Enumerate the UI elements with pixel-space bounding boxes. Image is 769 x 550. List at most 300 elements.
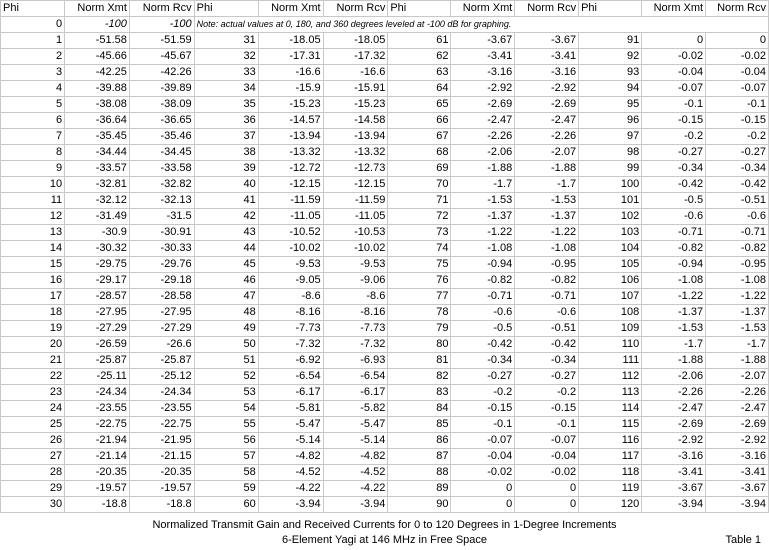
header-norm-rcv: Norm Rcv (323, 1, 388, 17)
table-cell: -11.59 (258, 193, 323, 209)
table-cell: -0.6 (706, 209, 769, 225)
table-cell: 71 (388, 193, 451, 209)
table-cell: -0.42 (515, 337, 579, 353)
header-norm-xmt: Norm Xmt (451, 1, 515, 17)
table-cell: -23.55 (65, 401, 130, 417)
table-cell: 104 (579, 241, 642, 257)
table-cell: 0 (515, 481, 579, 497)
table-cell: -3.94 (323, 497, 388, 513)
table-cell: -32.82 (129, 177, 194, 193)
table-cell: 118 (579, 465, 642, 481)
table-row (1, 497, 769, 513)
table-row (1, 273, 769, 289)
table-cell: 50 (194, 337, 258, 353)
table-cell: -1.88 (515, 161, 579, 177)
table-cell: -0.07 (515, 433, 579, 449)
table-cell: -10.02 (323, 241, 388, 257)
table-cell: -45.66 (65, 49, 130, 65)
table-row (1, 289, 769, 305)
table-cell: -1.88 (451, 161, 515, 177)
table-cell: -6.54 (258, 369, 323, 385)
table-cell: -1.7 (642, 337, 706, 353)
table-cell: -24.34 (129, 385, 194, 401)
table-cell: -0.95 (706, 257, 769, 273)
table-cell: -32.81 (65, 177, 130, 193)
table-cell: 57 (194, 449, 258, 465)
table-cell: 95 (579, 97, 642, 113)
table-cell: -0.6 (515, 305, 579, 321)
table-cell: 89 (388, 481, 451, 497)
table-row (1, 129, 769, 145)
table-cell: -1.22 (515, 225, 579, 241)
table-row (1, 145, 769, 161)
table-cell: 21 (1, 353, 65, 369)
table-cell: 81 (388, 353, 451, 369)
table-cell: -0.1 (642, 97, 706, 113)
table-cell: -16.6 (258, 65, 323, 81)
header-phi: Phi (579, 1, 642, 17)
table-cell: -1.88 (642, 353, 706, 369)
table-cell: 92 (579, 49, 642, 65)
table-row (1, 225, 769, 241)
table-cell: 46 (194, 273, 258, 289)
table-cell: 108 (579, 305, 642, 321)
table-cell: -12.15 (258, 177, 323, 193)
table-cell: -1.22 (451, 225, 515, 241)
table-cell: -100 (65, 17, 130, 33)
table-cell: -0.34 (515, 353, 579, 369)
table-cell: 88 (388, 465, 451, 481)
table-cell: -1.37 (642, 305, 706, 321)
header-norm-xmt: Norm Xmt (258, 1, 323, 17)
table-cell: -4.52 (323, 465, 388, 481)
table-cell: -1.37 (451, 209, 515, 225)
table-cell: -14.57 (258, 113, 323, 129)
table-cell: -18.05 (323, 33, 388, 49)
table-cell: 52 (194, 369, 258, 385)
table-cell: 69 (388, 161, 451, 177)
table-cell: -2.69 (451, 97, 515, 113)
table-cell: 102 (579, 209, 642, 225)
table-cell: -5.82 (323, 401, 388, 417)
table-cell: -51.59 (129, 33, 194, 49)
table-cell: -1.53 (451, 193, 515, 209)
table-cell: 98 (579, 145, 642, 161)
table-cell: 32 (194, 49, 258, 65)
table-cell: -9.53 (323, 257, 388, 273)
table-cell: -4.22 (258, 481, 323, 497)
table-cell: -3.16 (515, 65, 579, 81)
table-cell: -25.87 (129, 353, 194, 369)
table-cell: -3.67 (642, 481, 706, 497)
table-cell: -34.44 (65, 145, 130, 161)
table-cell: -19.57 (129, 481, 194, 497)
table-row (1, 33, 769, 49)
table-cell: -15.91 (323, 81, 388, 97)
table-cell: 63 (388, 65, 451, 81)
table-cell: 7 (1, 129, 65, 145)
table-cell: -3.16 (706, 449, 769, 465)
table-cell: 109 (579, 321, 642, 337)
table-row (1, 465, 769, 481)
table-cell: 3 (1, 65, 65, 81)
table-cell: -3.94 (258, 497, 323, 513)
table-cell: 74 (388, 241, 451, 257)
table-cell: -1.37 (515, 209, 579, 225)
header-norm-xmt: Norm Xmt (65, 1, 130, 17)
table-cell: -1.22 (642, 289, 706, 305)
table-cell: -3.67 (451, 33, 515, 49)
table-cell: 94 (579, 81, 642, 97)
table-cell: -38.09 (129, 97, 194, 113)
caption-line-1: Normalized Transmit Gain and Received Currents for 0 to 120 Degrees in 1-Degree Increments (152, 519, 617, 531)
table-cell: -0.42 (451, 337, 515, 353)
table-cell: -2.92 (706, 433, 769, 449)
table-cell: 99 (579, 161, 642, 177)
table-cell: -2.69 (706, 417, 769, 433)
table-cell: -32.12 (65, 193, 130, 209)
table-cell: -6.92 (258, 353, 323, 369)
table-cell: 110 (579, 337, 642, 353)
table-cell: -7.32 (258, 337, 323, 353)
table-row (1, 113, 769, 129)
table-cell: 96 (579, 113, 642, 129)
table-cell: -42.26 (129, 65, 194, 81)
table-cell: -1.08 (642, 273, 706, 289)
table-cell: -0.15 (642, 113, 706, 129)
table-cell: -0.27 (642, 145, 706, 161)
table-cell: -33.58 (129, 161, 194, 177)
table-cell: 90 (388, 497, 451, 513)
table-row (1, 65, 769, 81)
table-cell: -1.53 (706, 321, 769, 337)
table-cell: 0 (451, 497, 515, 513)
table-cell: -27.29 (65, 321, 130, 337)
table-cell: -0.42 (706, 177, 769, 193)
table-cell: -34.45 (129, 145, 194, 161)
table-cell: 65 (388, 97, 451, 113)
header-phi: Phi (194, 1, 258, 17)
table-cell: 82 (388, 369, 451, 385)
table-cell: 91 (579, 33, 642, 49)
table-cell: -2.26 (706, 385, 769, 401)
table-cell: -8.16 (323, 305, 388, 321)
table-cell: 54 (194, 401, 258, 417)
table-cell: -36.65 (129, 113, 194, 129)
table-cell: 4 (1, 81, 65, 97)
table-cell: -45.67 (129, 49, 194, 65)
table-row (1, 209, 769, 225)
table-cell: -23.55 (129, 401, 194, 417)
table-cell: -35.46 (129, 129, 194, 145)
table-cell: 38 (194, 145, 258, 161)
table-cell: -0.82 (706, 241, 769, 257)
table-cell: 35 (194, 97, 258, 113)
table-cell: -30.9 (65, 225, 130, 241)
table-cell: -11.59 (323, 193, 388, 209)
table-row (1, 49, 769, 65)
table-cell: 23 (1, 385, 65, 401)
table-cell: 56 (194, 433, 258, 449)
table-cell: 67 (388, 129, 451, 145)
table-cell: -1.88 (706, 353, 769, 369)
table-cell: -28.58 (129, 289, 194, 305)
table-cell: -0.2 (515, 385, 579, 401)
table-cell: -51.58 (65, 33, 130, 49)
table-cell: -17.32 (323, 49, 388, 65)
table-cell: -31.5 (129, 209, 194, 225)
table-cell: -21.15 (129, 449, 194, 465)
table-label: Table 1 (725, 534, 761, 546)
table-cell: 72 (388, 209, 451, 225)
table-cell: 77 (388, 289, 451, 305)
table-row (1, 481, 769, 497)
table-row (1, 257, 769, 273)
table-cell: -39.89 (129, 81, 194, 97)
table-cell: -0.1 (451, 417, 515, 433)
table-cell: 100 (579, 177, 642, 193)
table-cell: 76 (388, 273, 451, 289)
table-cell: 19 (1, 321, 65, 337)
table-cell: 45 (194, 257, 258, 273)
table-row (1, 241, 769, 257)
table-cell: -0.94 (451, 257, 515, 273)
table-cell: -6.17 (258, 385, 323, 401)
table-cell: -6.93 (323, 353, 388, 369)
table-cell: 5 (1, 97, 65, 113)
table-cell: -3.41 (515, 49, 579, 65)
table-cell: 66 (388, 113, 451, 129)
table-cell: -5.14 (323, 433, 388, 449)
table-cell: -3.16 (451, 65, 515, 81)
table-cell: 68 (388, 145, 451, 161)
table-cell: 83 (388, 385, 451, 401)
table-cell: 78 (388, 305, 451, 321)
table-cell: -1.37 (706, 305, 769, 321)
table-cell: -21.95 (129, 433, 194, 449)
table-cell: -21.94 (65, 433, 130, 449)
table-cell: 97 (579, 129, 642, 145)
table-cell: -2.69 (515, 97, 579, 113)
table-cell: -16.6 (323, 65, 388, 81)
table-cell: 84 (388, 401, 451, 417)
table-row (1, 305, 769, 321)
table-cell: -3.94 (642, 497, 706, 513)
header-norm-rcv: Norm Rcv (706, 1, 769, 17)
table-cell: -0.95 (515, 257, 579, 273)
table-cell: -15.9 (258, 81, 323, 97)
table-cell: 105 (579, 257, 642, 273)
table-cell: -15.23 (323, 97, 388, 113)
table-cell: -25.12 (129, 369, 194, 385)
table-cell: 42 (194, 209, 258, 225)
table-cell: -6.54 (323, 369, 388, 385)
table-cell: 33 (194, 65, 258, 81)
table-cell: -0.71 (642, 225, 706, 241)
table-cell: -0.27 (451, 369, 515, 385)
table-cell: -0.15 (706, 113, 769, 129)
table-cell: -0.2 (706, 129, 769, 145)
table-cell: 8 (1, 145, 65, 161)
table-cell: -7.73 (323, 321, 388, 337)
table-cell: 55 (194, 417, 258, 433)
table-cell: -0.04 (451, 449, 515, 465)
table-cell: 119 (579, 481, 642, 497)
table-cell: -8.6 (323, 289, 388, 305)
table-cell: -2.47 (515, 113, 579, 129)
table-cell: 60 (194, 497, 258, 513)
table-cell: -4.82 (258, 449, 323, 465)
table-cell: -8.16 (258, 305, 323, 321)
table-cell: -0.42 (642, 177, 706, 193)
table-body (1, 1, 769, 513)
table-row (1, 401, 769, 417)
table-row (1, 369, 769, 385)
table-cell: -2.92 (642, 433, 706, 449)
table-cell: -19.57 (65, 481, 130, 497)
table-cell: 0 (642, 33, 706, 49)
table-cell: -0.27 (515, 369, 579, 385)
table-cell: 59 (194, 481, 258, 497)
header-norm-rcv: Norm Rcv (515, 1, 579, 17)
header-norm-xmt: Norm Xmt (642, 1, 706, 17)
table-cell: -12.72 (258, 161, 323, 177)
table-cell: 36 (194, 113, 258, 129)
table-cell: -3.94 (706, 497, 769, 513)
table-cell: -29.17 (65, 273, 130, 289)
table-cell: -29.76 (129, 257, 194, 273)
table-cell: 12 (1, 209, 65, 225)
table-row (1, 433, 769, 449)
table-cell: -11.05 (258, 209, 323, 225)
header-norm-rcv: Norm Rcv (129, 1, 194, 17)
table-cell: -33.57 (65, 161, 130, 177)
table-cell: 79 (388, 321, 451, 337)
table-cell: -2.26 (515, 129, 579, 145)
table-cell: -2.26 (451, 129, 515, 145)
table-cell: 93 (579, 65, 642, 81)
table-cell: 62 (388, 49, 451, 65)
table-cell: 17 (1, 289, 65, 305)
table-cell: -13.94 (323, 129, 388, 145)
table-cell: 31 (194, 33, 258, 49)
table-cell: -0.15 (451, 401, 515, 417)
table-cell: -28.57 (65, 289, 130, 305)
table-cell: 87 (388, 449, 451, 465)
table-cell: -30.91 (129, 225, 194, 241)
table-cell: 111 (579, 353, 642, 369)
table-cell: -9.06 (323, 273, 388, 289)
table-cell: -1.08 (706, 273, 769, 289)
table-cell: 30 (1, 497, 65, 513)
table-cell: 0 (515, 497, 579, 513)
table-cell: 0 (451, 481, 515, 497)
table-cell: -4.82 (323, 449, 388, 465)
table-cell: -24.34 (65, 385, 130, 401)
table-cell: 106 (579, 273, 642, 289)
table-cell: 27 (1, 449, 65, 465)
table-cell: -0.07 (451, 433, 515, 449)
table-cell: -31.49 (65, 209, 130, 225)
header-row (1, 1, 769, 17)
table-cell: 16 (1, 273, 65, 289)
table-cell: -20.35 (129, 465, 194, 481)
table-cell: 10 (1, 177, 65, 193)
table-cell: -15.23 (258, 97, 323, 113)
table-cell: -0.94 (642, 257, 706, 273)
table-row (1, 321, 769, 337)
table-cell: -0.34 (642, 161, 706, 177)
table-cell: 2 (1, 49, 65, 65)
table-cell: 70 (388, 177, 451, 193)
table-cell: 24 (1, 401, 65, 417)
table-cell: 40 (194, 177, 258, 193)
table-cell: -3.16 (642, 449, 706, 465)
table-cell: -0.51 (706, 193, 769, 209)
table-cell: -7.32 (323, 337, 388, 353)
table-cell: -22.75 (65, 417, 130, 433)
table-cell: -4.52 (258, 465, 323, 481)
table-cell: 18 (1, 305, 65, 321)
table-cell: -12.15 (323, 177, 388, 193)
table-row (1, 193, 769, 209)
table-cell: -27.95 (65, 305, 130, 321)
table-cell: -2.92 (451, 81, 515, 97)
table-cell: 20 (1, 337, 65, 353)
table-cell: -5.81 (258, 401, 323, 417)
table-cell: -10.53 (323, 225, 388, 241)
table-cell: -18.05 (258, 33, 323, 49)
table-cell: -0.71 (451, 289, 515, 305)
table-cell: 112 (579, 369, 642, 385)
table-cell: -0.04 (515, 449, 579, 465)
table-cell: 15 (1, 257, 65, 273)
table-cell: -18.8 (129, 497, 194, 513)
table-cell: -4.22 (323, 481, 388, 497)
table-cell: 75 (388, 257, 451, 273)
table-cell: -2.07 (706, 369, 769, 385)
table-cell: -0.5 (451, 321, 515, 337)
table-cell: 28 (1, 465, 65, 481)
table-cell: -0.02 (515, 465, 579, 481)
table-row (1, 417, 769, 433)
table-cell: 14 (1, 241, 65, 257)
table-cell: -3.67 (515, 33, 579, 49)
table-cell: -25.87 (65, 353, 130, 369)
table-cell: -3.41 (451, 49, 515, 65)
table-cell: -0.5 (642, 193, 706, 209)
table-row (1, 17, 769, 33)
table-cell: -7.73 (258, 321, 323, 337)
table-cell: -1.53 (642, 321, 706, 337)
table-cell: -42.25 (65, 65, 130, 81)
table-row (1, 353, 769, 369)
table-cell: 44 (194, 241, 258, 257)
table-row (1, 81, 769, 97)
table-cell: 9 (1, 161, 65, 177)
table-cell: -25.11 (65, 369, 130, 385)
table-cell: -26.6 (129, 337, 194, 353)
table-cell: -32.13 (129, 193, 194, 209)
table-cell: 85 (388, 417, 451, 433)
caption-line-2: 6-Element Yagi at 146 MHz in Free Space (281, 534, 488, 546)
table-cell: 61 (388, 33, 451, 49)
table-cell: -30.32 (65, 241, 130, 257)
table-cell: -0.2 (451, 385, 515, 401)
table-cell: -0.02 (642, 49, 706, 65)
table-row (1, 385, 769, 401)
table-cell: -0.04 (642, 65, 706, 81)
